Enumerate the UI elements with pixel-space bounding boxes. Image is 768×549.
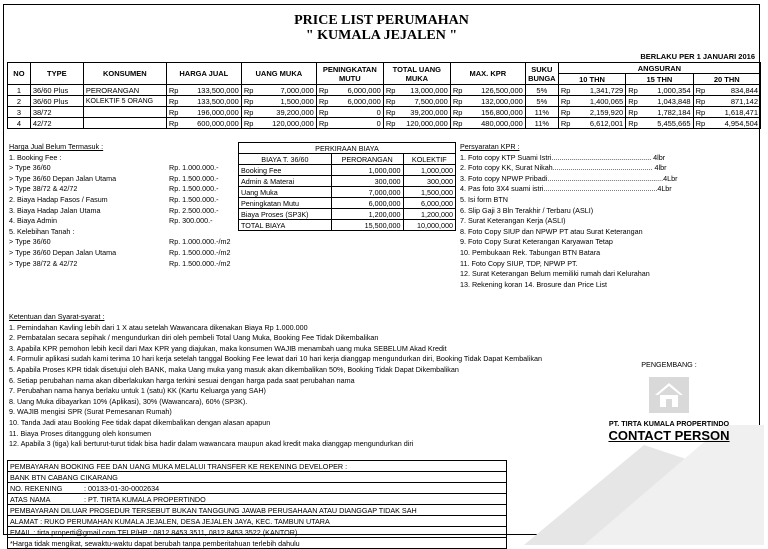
value: 5% (536, 85, 548, 95)
currency-label: Rp (628, 96, 638, 106)
col-10y: 10 THN (558, 74, 625, 85)
cell-kpr (450, 96, 525, 107)
value: 6,000,000 (347, 96, 381, 106)
currency-label: Rp (243, 107, 254, 117)
col-max-kpr: MAX. KPR (450, 63, 525, 85)
term-item: 1. Pemindahan Kavling lebih dari 1 X atau setelah Wawancara dikenakan Biaya Rp 1.000.000 (9, 322, 308, 332)
value: 6,000,000 (347, 85, 381, 95)
fee-amount: Rp. 1.500.000.- (169, 173, 219, 183)
price-table (7, 62, 761, 129)
cell-total (383, 85, 450, 96)
currency-label: Rp (560, 85, 571, 95)
col-dp-increase: PENINGKATAN MUTU (316, 63, 383, 85)
page-subtitle: " KUMALA JEJALEN " (305, 28, 458, 43)
currency-label: Rp (385, 96, 396, 106)
fee-label: 5. Kelebihan Tanah : (9, 226, 75, 236)
estimate-row (239, 187, 456, 198)
estimate-cell: TOTAL BIAYA (239, 220, 332, 231)
term-item: 5. Apabila Proses KPR tidak disetujui oleh BANK, maka Uang muka yang masuk akan dikembalikan 50%, Booking Tidak Dapat Dikembalikan (9, 364, 459, 374)
col-type: TYPE (30, 63, 83, 85)
estimate-cell: 15,500,000 (331, 220, 403, 231)
cell-y20 (693, 96, 760, 107)
cell-dp (241, 107, 316, 118)
currency-label: Rp (385, 85, 396, 95)
currency-label: Rp (560, 118, 571, 128)
currency-label: Rp (168, 107, 179, 117)
term-item: 6. Setiap perubahan nama akan diberlakukan harga terkini sesuai dengan harga pada saat perubahan nama (9, 375, 355, 385)
bank-name: BANK BTN CABANG CIKARANG (8, 472, 507, 483)
fee-label: 4. Biaya Admin (9, 216, 57, 226)
value: 6,612,001 (589, 118, 624, 128)
currency-label: Rp (452, 85, 463, 95)
requirement-item: 1. Foto copy KTP Suami Istri.................................................. 4lbr (460, 152, 666, 162)
fee-amount: Rp. 1.500.000.-/m2 (169, 258, 231, 268)
fee-line (9, 248, 249, 259)
office-address: ALAMAT : RUKO PERUMAHAN KUMALA JEJALEN, DESA JEJALEN JAYA, KEC. TAMBUN UTARA (8, 516, 507, 527)
estimate-cell: Biaya Proses (SP3K) (239, 209, 332, 220)
value: 13,000,000 (410, 85, 448, 95)
col-price: HARGA JUAL (166, 63, 241, 85)
value: 1 (16, 85, 21, 95)
value: 4 (16, 118, 21, 128)
value: 1,043,848 (657, 96, 691, 106)
cell-rate (525, 85, 558, 96)
estimate-cell: 300,000 (403, 176, 455, 187)
term-item: 3. Apabila KPR pemohon lebih kecil dari Max KPR yang diajukan, maka konsumen WAJIB menambah uang muka SEBELUM Akad Kredit (9, 343, 447, 353)
estimate-row (239, 220, 456, 231)
estimate-cell: 1,500,000 (403, 187, 455, 198)
fee-label: > Type 36/60 (9, 237, 51, 247)
currency-label: Rp (560, 107, 571, 117)
estimate-cell: 300,000 (331, 176, 403, 187)
currency-label: Rp (452, 96, 463, 106)
currency-label: Rp (168, 96, 179, 106)
value: 871,142 (730, 96, 758, 106)
cell-type (30, 107, 83, 118)
value: 5% (536, 96, 548, 106)
estimate-cell: Uang Muka (239, 187, 332, 198)
value: 1,500,000 (280, 96, 314, 106)
cell-consumer (83, 85, 166, 96)
currency-label: Rp (628, 85, 638, 95)
cost-estimate-table (238, 142, 456, 231)
currency-label: Rp (243, 85, 254, 95)
account-name-label: ATAS NAMA (8, 494, 83, 505)
requirement-item: 3. Foto copy NPWP Pribadi..........................................................4Lbr (460, 173, 678, 183)
currency-label: Rp (243, 96, 254, 106)
cell-y20 (693, 118, 760, 129)
value: 42/72 (32, 118, 52, 128)
cell-price (166, 118, 241, 129)
fee-label: > Type 36/60 (9, 163, 51, 173)
currency-label: Rp (385, 118, 396, 128)
cell-y15 (626, 96, 693, 107)
value: 120,000,000 (406, 118, 448, 128)
requirement-item: 10. Pembukaan Rek. Tabungan BTN Batara (460, 247, 601, 257)
term-item: 11. Biaya Proses ditanggung oleh konsumen (9, 428, 152, 438)
currency-label: Rp (695, 85, 706, 95)
cell-type (30, 85, 83, 96)
cell-rate (525, 107, 558, 118)
estimate-cell: 7,000,000 (331, 187, 403, 198)
value: 3 (16, 107, 21, 117)
requirement-item: 13. Rekening koran 14. Brosure dan Price List (460, 279, 608, 289)
value: 1,000,354 (657, 85, 691, 95)
fee-line (9, 153, 249, 164)
cell-y10 (558, 118, 625, 129)
col-no: NO (8, 63, 31, 85)
estimate-row (239, 165, 456, 176)
value: 126,500,000 (481, 85, 523, 95)
cell-no (8, 85, 31, 96)
term-item: 8. Uang Muka dibayarkan 10% (Aplikasi), 30% (Wawancara), 60% (SP3K). (9, 396, 248, 406)
cell-rate (525, 118, 558, 129)
estimate-row (239, 198, 456, 209)
currency-label: Rp (452, 107, 463, 117)
value: 7,000,000 (280, 85, 314, 95)
cell-consumer (83, 118, 166, 129)
estimate-cell: Booking Fee (239, 165, 332, 176)
currency-label: Rp (243, 118, 254, 128)
col-20y: 20 THN (693, 74, 760, 85)
fee-amount: Rp. 2.500.000.- (169, 205, 219, 215)
payment-notice: PEMBAYARAN DILUAR PROSEDUR TERSEBUT BUKAN TANGGUNG JAWAB PERUSAHAAN ATAU DIANGGAP TIDAK SAH (8, 505, 507, 516)
currency-label: Rp (695, 118, 706, 128)
decorative-shapes (524, 425, 764, 545)
fee-amount: Rp. 1.000.000.- (169, 163, 219, 173)
cell-dp (241, 85, 316, 96)
estimate-cell: 1,200,000 (331, 209, 403, 220)
requirement-item: 2. Foto copy KK, Surat Nikah.................................................. 4lbr (460, 163, 667, 173)
value: 36/60 Plus (32, 96, 69, 106)
contact-email-phone: EMAIL : tirta.properti@gmail.com TELP/HP : 0812 8453 3511, 0812 8453 3522 (KANTOR) (8, 527, 507, 538)
fee-label: 3. Biaya Hadap Jalan Utama (9, 205, 101, 215)
cell-dp (241, 118, 316, 129)
currency-label: Rp (695, 107, 706, 117)
cell-y10 (558, 107, 625, 118)
fee-amount: Rp. 1.500.000.-/m2 (169, 247, 231, 257)
col-15y: 15 THN (626, 74, 693, 85)
cell-no (8, 118, 31, 129)
fee-line (9, 216, 249, 227)
requirement-item: 11. Foto Copy SIUP, TDP, NPWP PT. (460, 258, 578, 268)
cell-y20 (693, 85, 760, 96)
fee-label: > Type 36/60 Depan Jalan Utama (9, 247, 117, 257)
price-table-body (8, 85, 761, 129)
currency-label: Rp (628, 118, 638, 128)
price-row (8, 96, 761, 107)
term-item: 12. Apabila 3 (tiga) kali berturut-turut tidak bisa hadir dalam wawancara maupun akad kredit maka dianggap mengundurkan diri (9, 439, 414, 449)
requirement-item: 12. Surat Keterangan Belum memiliki rumah dari Kelurahan (460, 269, 650, 279)
requirement-item: 4. Pas foto 3X4 suami istri.........................................................4Lbr (460, 184, 672, 194)
fee-label: 1. Booking Fee : (9, 152, 62, 162)
cell-consumer (83, 107, 166, 118)
value: 480,000,000 (481, 118, 523, 128)
cell-mutu (316, 96, 383, 107)
fee-amount: Rp. 300.000.- (169, 216, 213, 226)
payment-info-table (7, 460, 507, 549)
col-consumer: KONSUMEN (83, 63, 166, 85)
estimate-cell: Admin & Materai (239, 176, 332, 187)
cell-kpr (450, 107, 525, 118)
fee-line (9, 163, 249, 174)
value: 11% (534, 107, 550, 117)
currency-label: Rp (318, 107, 329, 117)
estimate-cell: Peningkatan Mutu (239, 198, 332, 209)
value: 133,500,000 (197, 85, 239, 95)
estimate-col: BIAYA T. 36/60 (239, 154, 332, 165)
value: 2,159,920 (589, 107, 624, 117)
cell-type (30, 118, 83, 129)
col-total-dp: TOTAL UANG MUKA (383, 63, 450, 85)
currency-label: Rp (560, 96, 571, 106)
fee-amount: Rp. 1.500.000.- (169, 194, 219, 204)
estimate-row (239, 209, 456, 220)
fee-line (9, 174, 249, 185)
currency-label: Rp (318, 85, 329, 95)
cell-y15 (626, 107, 693, 118)
terms-section (9, 312, 542, 450)
cell-consumer (83, 96, 166, 107)
value: 1,341,729 (589, 85, 624, 95)
requirement-item: 7. Surat Keterangan Kerja (ASLI) (460, 216, 566, 226)
requirement-item: 6. Slip Gaji 3 Bln Terakhir / Terbaru (ASLI) (460, 205, 594, 215)
fee-amount: Rp. 1.500.000.- (169, 184, 219, 194)
value: 1,400,065 (589, 96, 624, 106)
cell-rate (525, 96, 558, 107)
developer-company: PT. TIRTA KUMALA PROPERTINDO (608, 419, 730, 428)
cell-price (166, 85, 241, 96)
fee-line (9, 227, 249, 238)
terms-title: Ketentuan dan Syarat-syarat : (9, 312, 105, 321)
value: 0 (376, 107, 381, 117)
account-label: NO. REKENING (8, 483, 83, 494)
price-row (8, 118, 761, 129)
term-item: 2. Pembatalan secara sepihak / mengundurkan diri oleh pembeli Total Uang Muka, Booking Fee Tidak Dikembalikan (9, 333, 379, 343)
requirements-title: Persyaratan KPR : (460, 142, 520, 151)
estimate-col: KOLEKTIF (403, 154, 455, 165)
value: 39,200,000 (276, 107, 314, 117)
estimate-cell: 1,000,000 (331, 165, 403, 176)
cell-mutu (316, 107, 383, 118)
fees-section (9, 142, 249, 269)
developer-block (589, 360, 749, 443)
cell-kpr (450, 85, 525, 96)
value: 600,000,000 (197, 118, 239, 128)
cell-no (8, 96, 31, 107)
value: 1,782,184 (657, 107, 691, 117)
cell-y15 (626, 118, 693, 129)
estimate-cell: 1,200,000 (403, 209, 455, 220)
cell-total (383, 118, 450, 129)
kpr-requirements (460, 142, 760, 290)
value: PERORANGAN (85, 85, 140, 95)
fee-line (9, 206, 249, 217)
price-list-sheet (3, 4, 760, 548)
valid-from-note: BERLAKU PER 1 JANUARI 2016 (640, 52, 755, 61)
value: 7,500,000 (414, 96, 448, 106)
cell-mutu (316, 118, 383, 129)
value: 1,618,471 (724, 107, 758, 117)
value: 132,000,000 (481, 96, 523, 106)
currency-label: Rp (318, 118, 329, 128)
value: 38/72 (32, 107, 52, 117)
value: 4,954,504 (724, 118, 758, 128)
term-item: 9. WAJIB mengisi SPR (Surat Pemesanan Rumah) (9, 407, 172, 417)
value: 133,500,000 (197, 96, 239, 106)
fee-amount: Rp. 1.000.000.-/m2 (169, 237, 231, 247)
value: 834,844 (730, 85, 758, 95)
cell-total (383, 107, 450, 118)
estimate-col: PERORANGAN (331, 154, 403, 165)
cell-y10 (558, 96, 625, 107)
value: 39,200,000 (410, 107, 448, 117)
cell-no (8, 107, 31, 118)
fee-line (9, 259, 249, 270)
term-item: 10. Tanda Jadi atau Booking Fee tidak dapat dikembalikan dengan alasan apapun (9, 417, 271, 427)
estimate-cell: 6,000,000 (331, 198, 403, 209)
fee-label: > Type 38/72 & 42/72 (9, 258, 78, 268)
value: 5,455,665 (657, 118, 691, 128)
value: 0 (376, 118, 381, 128)
currency-label: Rp (695, 96, 706, 106)
price-row (8, 107, 761, 118)
currency-label: Rp (318, 96, 329, 106)
fees-title: Harga Jual Belum Termasuk : (9, 142, 104, 151)
fee-line (9, 237, 249, 248)
term-item: 4. Formulir aplikasi sudah kami terima 10 hari kerja setelah tanggal Booking Fee lewat dari 10 hari kerja dianggap mengundurkan diri, Booking Tidak Dapat Kembalikan (9, 354, 542, 364)
col-installment: ANGSURAN (558, 63, 760, 74)
term-item: 7. Perubahan nama hanya berlaku untuk 1 (satu) KK (Kartu Keluarga yang SAH) (9, 386, 266, 396)
cell-y20 (693, 107, 760, 118)
estimate-cell: 6,000,000 (403, 198, 455, 209)
estimate-cell: 1,000,000 (403, 165, 455, 176)
value: KOLEKTIF 5 ORANG (85, 97, 154, 105)
estimate-title: PERKIRAAN BIAYA (239, 143, 456, 154)
value: 36/60 Plus (32, 85, 69, 95)
currency-label: Rp (452, 118, 463, 128)
fee-label: > Type 36/60 Depan Jalan Utama (9, 173, 117, 183)
value: 2 (16, 96, 21, 106)
estimate-row (239, 176, 456, 187)
cell-price (166, 96, 241, 107)
requirement-item: 9. Foto Copy Surat Keterangan Karyawan Tetap (460, 237, 613, 247)
value: 156,800,000 (481, 107, 523, 117)
currency-label: Rp (385, 107, 396, 117)
value: 196,000,000 (197, 107, 239, 117)
requirement-item: 8. Foto Copy SIUP dan NPWP PT atau Surat Keterangan (460, 226, 643, 236)
value: 120,000,000 (272, 118, 314, 128)
currency-label: Rp (628, 107, 638, 117)
cell-total (383, 96, 450, 107)
cell-mutu (316, 85, 383, 96)
cell-dp (241, 96, 316, 107)
value: 11% (534, 118, 550, 128)
currency-label: Rp (168, 118, 179, 128)
fee-label: 2. Biaya Hadap Fasos / Fasum (9, 194, 108, 204)
currency-label: Rp (168, 85, 179, 95)
transfer-note: PEMBAYARAN BOOKING FEE DAN UANG MUKA MELALUI TRANSFER KE REKENING DEVELOPER : (8, 461, 507, 472)
requirement-item: 5. Isi form BTN (460, 194, 508, 204)
developer-label: PENGEMBANG : (641, 360, 697, 369)
estimate-cell: 10,000,000 (403, 220, 455, 231)
price-row (8, 85, 761, 96)
footnote: *Harga tidak mengikat, sewaktu-waktu dapat berubah tanpa pemberitahuan terlebih dahulu (8, 538, 507, 549)
col-rate: SUKU BUNGA (525, 63, 558, 85)
cell-type (30, 96, 83, 107)
fee-line (9, 184, 249, 195)
cell-y10 (558, 85, 625, 96)
cell-kpr (450, 118, 525, 129)
col-dp: UANG MUKA (241, 63, 316, 85)
cell-y15 (626, 85, 693, 96)
account-number: : 00133-01-30-0002634 (82, 483, 507, 494)
page-title: PRICE LIST PERUMAHAN (294, 13, 469, 28)
contact-person[interactable]: CONTACT PERSON (608, 428, 730, 443)
house-icon (649, 377, 689, 413)
account-name: : PT. TIRTA KUMALA PROPERTINDO (82, 494, 507, 505)
fee-label: > Type 38/72 & 42/72 (9, 184, 78, 194)
fee-line (9, 195, 249, 206)
cell-price (166, 107, 241, 118)
